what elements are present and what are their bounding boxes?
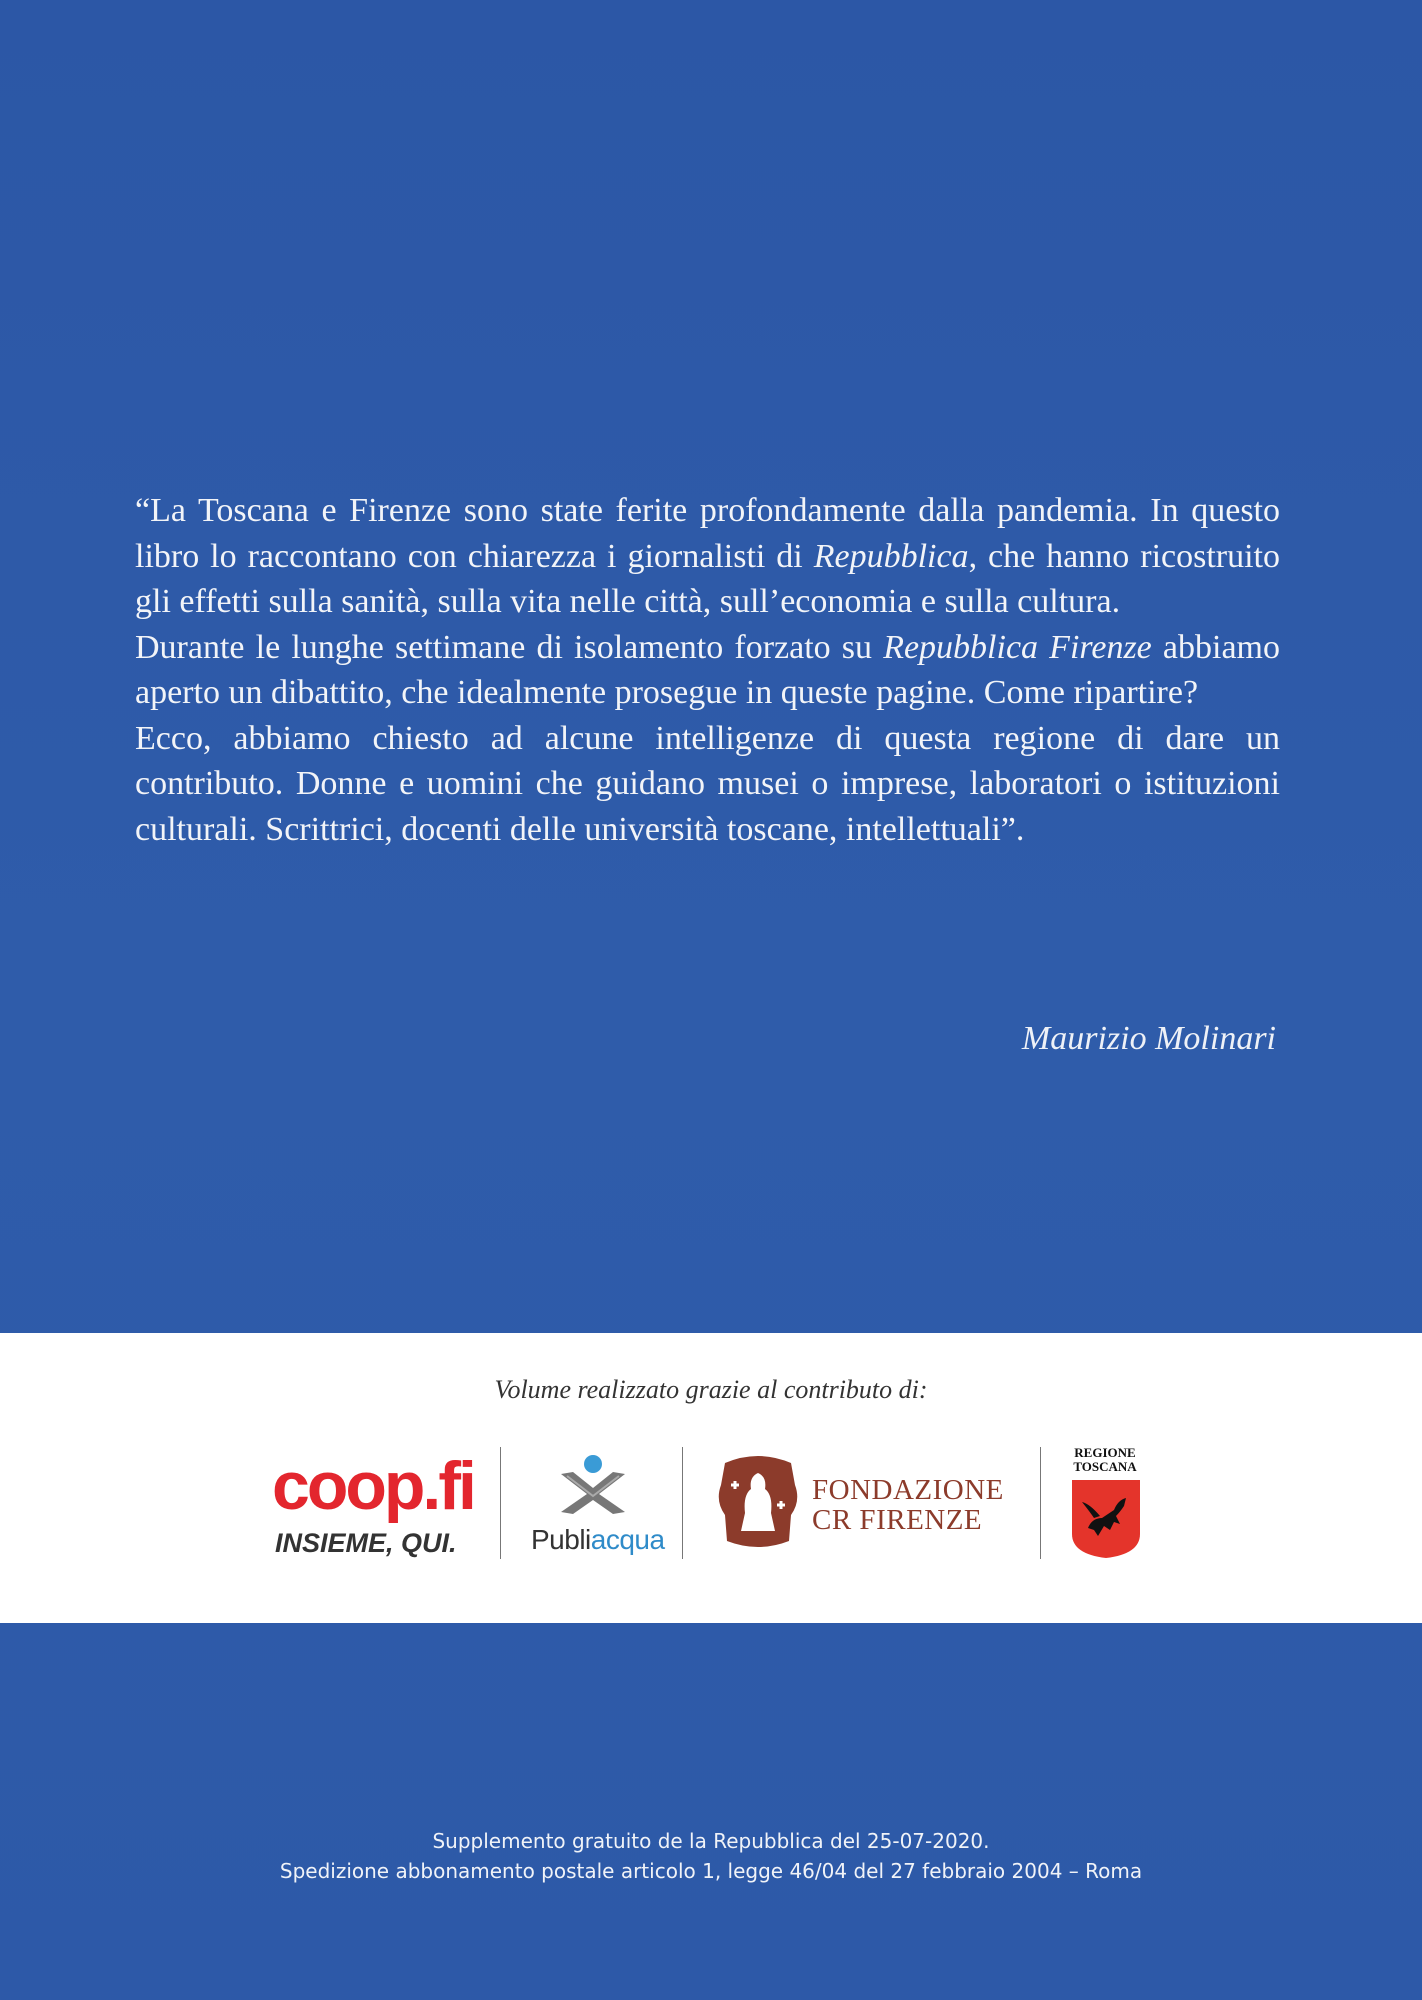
sponsor-divider: [500, 1447, 501, 1559]
publiacqua-logo-wordmark: Publiacqua: [531, 1524, 665, 1555]
quote-paragraph-1: “La Toscana e Firenze sono state ferite profondamente dalla pandemia. In questo libro lo raccontano con chiarezza i giornalisti di Repubblica, che hanno ricostruito gli effetti sulla sanità, sulla vita nelle città, sull’economia e sulla cultura.: [135, 492, 1280, 620]
sponsor-caption: Volume realizzato grazie al contributo di:: [494, 1375, 928, 1404]
fondazione-logo-text: [812, 1475, 1004, 1535]
quote-paragraph-2: Durante le lunghe settimane di isolamento forzato su Repubblica Firenze abbiamo aperto un dibattito, che idealmente prosegue in queste pagine. Come ripartire?: [135, 628, 1281, 711]
regione-line-1: REGIONE: [1074, 1445, 1136, 1460]
fondazione-line-2: CR FIRENZE: [812, 1504, 983, 1536]
footer-line-1: Supplemento gratuito de la Repubblica del 25-07-2020.: [432, 1829, 990, 1853]
coop-logo-tagline: INSIEME, QUI.: [275, 1528, 457, 1558]
quote-paragraph-3: Ecco, abbiamo chiesto ad alcune intelligenze di questa regione di dare un contributo. Donne e uomini che guidano musei o imprese, laboratori o istituzioni culturali. Scrittrici, docenti delle università toscane, intellettuali”.: [135, 719, 1280, 848]
quote-author: Maurizio Molinari: [1021, 1020, 1276, 1057]
footer-line-2: Spedizione abbonamento postale articolo 1, legge 46/04 del 27 febbraio 2004 – Roma: [279, 1859, 1143, 1883]
coop-logo-wordmark: coop.fi: [272, 1448, 474, 1524]
fondazione-crest-icon: [715, 1455, 801, 1549]
publiacqua-logo-icon: [553, 1452, 633, 1518]
sponsor-divider: [1040, 1447, 1041, 1559]
sponsor-divider: [682, 1447, 683, 1559]
fondazione-line-1: FONDAZIONE: [812, 1474, 1004, 1506]
regione-toscana-pegasus-icon: [1070, 1478, 1142, 1560]
regione-logo-text: [1068, 1446, 1142, 1474]
regione-line-2: TOSCANA: [1073, 1459, 1137, 1474]
quote-text: [135, 488, 1280, 852]
footer-notice: [0, 1826, 1422, 1886]
